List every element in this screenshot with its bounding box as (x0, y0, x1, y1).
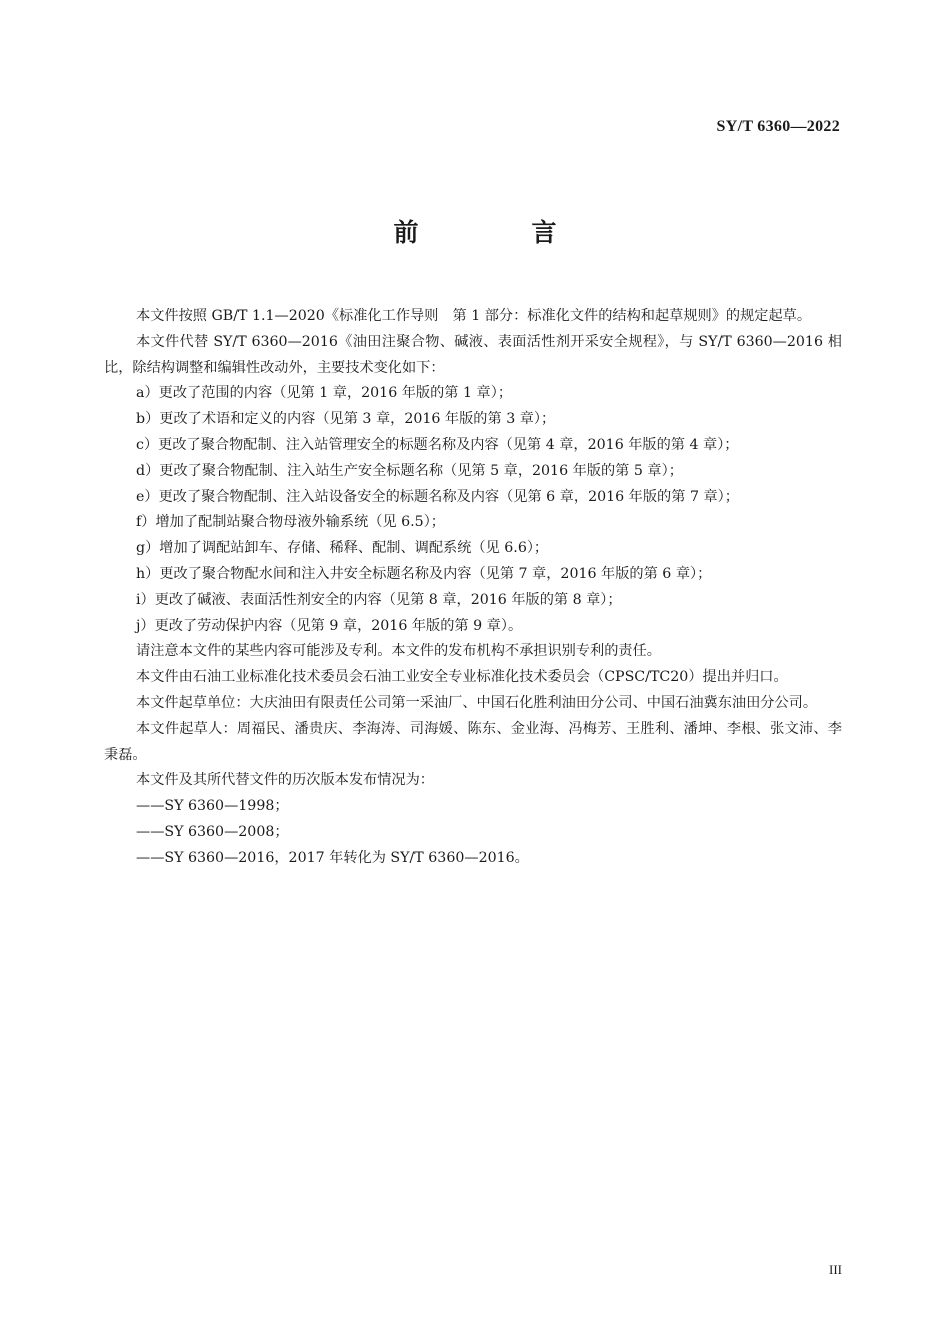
list-item: g）增加了调配站卸车、存储、稀释、配制、调配系统（见 6.6）； (136, 540, 549, 557)
version-item: ——SY 6360—1998； (136, 798, 289, 815)
version-item: ——SY 6360—2008； (136, 823, 289, 840)
list-item: f）增加了配制站聚合物母液外输系统（见 6.5）； (136, 514, 445, 531)
list-item: a）更改了范围的内容（见第 1 章，2016 年版的第 1 章）； (136, 385, 513, 402)
document-body (104, 304, 842, 872)
list-item: b）更改了术语和定义的内容（见第 3 章，2016 年版的第 3 章）； (136, 411, 556, 428)
list-item: c）更改了聚合物配制、注入站管理安全的标题名称及内容（见第 4 章，2016 年版的第 4 章）； (136, 436, 739, 453)
page-number: III (829, 1262, 842, 1277)
list-item: e）更改了聚合物配制、注入站设备安全的标题名称及内容（见第 6 章，2016 年版的第 7 章）； (136, 488, 739, 505)
paragraph-drafters: 本文件起草人：周福民、潘贵庆、李海涛、司海媛、陈东、金业海、冯梅芳、王胜利、潘坤、李根、张文沛、李秉磊。 (104, 720, 842, 763)
paragraph-proposer: 本文件由石油工业标准化技术委员会石油工业安全专业标准化技术委员会（CPSC/TC20）提出并归口。 (136, 669, 788, 686)
list-item: d）更改了聚合物配制、注入站生产安全标题名称（见第 5 章，2016 年版的第 5 章）； (136, 462, 683, 479)
paragraph-replacement: 本文件代替 SY/T 6360—2016《油田注聚合物、碱液、表面活性剂开采安全规程》，与 SY/T 6360—2016 相比，除结构调整和编辑性改动外，主要技术变化如下： (104, 333, 842, 376)
changes-list (104, 381, 842, 639)
versions-list (104, 794, 842, 871)
list-item: h）更改了聚合物配水间和注入井安全标题名称及内容（见第 7 章，2016 年版的第 6 章）； (136, 565, 712, 582)
paragraph-drafting-rules: 本文件按照 GB/T 1.1—2020《标准化工作导则 第 1 部分：标准化文件的结构和起草规则》的规定起草。 (136, 308, 812, 324)
paragraph-version-history: 本文件及其所代替文件的历次版本发布情况为： (136, 772, 434, 789)
paragraph-patent-notice: 请注意本文件的某些内容可能涉及专利。本文件的发布机构不承担识别专利的责任。 (136, 643, 661, 660)
standard-code: SY/T 6360—2022 (716, 118, 840, 135)
list-item: j）更改了劳动保护内容（见第 9 章，2016 年版的第 9 章）。 (136, 617, 523, 634)
list-item: i）更改了碱液、表面活性剂安全的内容（见第 8 章，2016 年版的第 8 章）； (136, 591, 622, 608)
version-item: ——SY 6360—2016，2017 年转化为 SY/T 6360—2016。 (136, 849, 529, 866)
page-title: 前 言 (393, 218, 601, 247)
paragraph-drafting-units: 本文件起草单位：大庆油田有限责任公司第一采油厂、中国石化胜利油田分公司、中国石油冀东油田分公司。 (136, 694, 818, 711)
